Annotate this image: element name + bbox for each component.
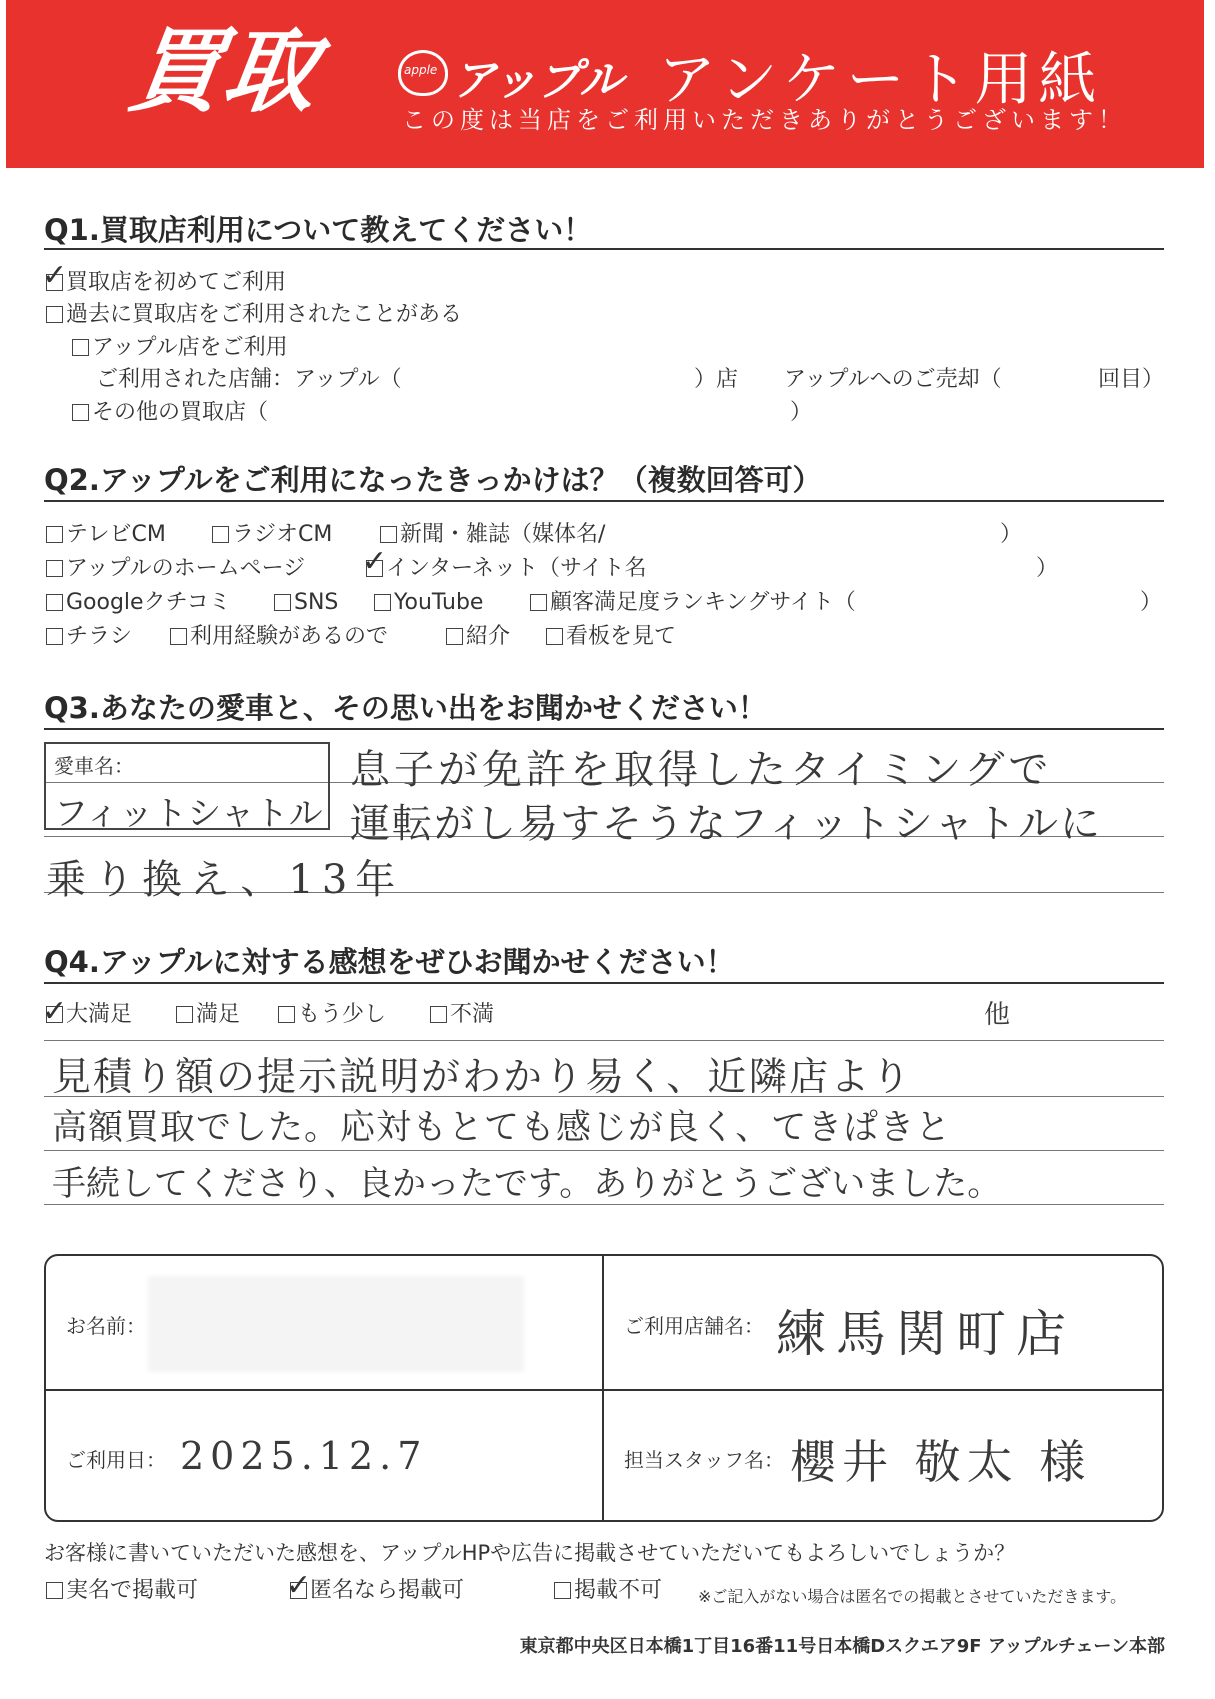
store-label: ご利用店舗名： <box>624 1314 764 1338</box>
form-title: アンケート用紙 <box>658 45 1103 113</box>
q1-sales-suffix: 回目） <box>1098 367 1165 392</box>
q2-title: Q2.アップルをご利用になったきっかけは？（複数回答可） <box>44 463 822 497</box>
q4-line-3 <box>44 1150 1164 1151</box>
q3-rule <box>44 728 1164 730</box>
comment-line-1: 見積り額の提示説明がわかり易く、近隣店より <box>52 1055 913 1100</box>
checkbox-icon <box>554 1582 571 1599</box>
checkbox-icon <box>212 526 229 543</box>
checkbox-icon <box>380 526 397 543</box>
comment-line-3: 手続してくださり、良かったです。ありがとうございました。 <box>52 1164 1002 1204</box>
footer-address: 東京都中央区日本橋1丁目16番11号日本橋Dスクエア9F アップルチェーン本部 <box>519 1636 1165 1657</box>
checkbox-icon <box>430 1006 447 1023</box>
q2-option-tv[interactable]: テレビCM <box>46 522 166 548</box>
brand-name: アップル <box>452 55 624 106</box>
checkbox-icon <box>374 594 391 611</box>
q2-option-experience[interactable]: 利用経験があるので <box>170 624 388 650</box>
q4-option-dissatisfied[interactable]: 不満 <box>430 1002 494 1028</box>
staff-label: 担当スタッフ名： <box>624 1448 784 1472</box>
checkbox-icon <box>446 628 463 645</box>
checkbox-icon <box>274 594 291 611</box>
comment-line-2: 高額買取でした。応対もとても感じが良く、てきぱきと <box>52 1108 952 1148</box>
checkbox-icon <box>278 1006 295 1023</box>
q1-rule <box>44 248 1164 250</box>
check-mark-icon: ✓ <box>42 258 68 293</box>
q1-other-store-option[interactable]: その他の買取店（ <box>72 400 268 426</box>
header-banner <box>6 0 1204 168</box>
memory-line-1: 息子が免許を取得したタイミングで <box>350 747 1053 793</box>
checkbox-icon <box>46 594 63 611</box>
q4-insert-note: 他 <box>984 1000 1011 1030</box>
q1-store-used-label: ご利用された店舗：アップル（ <box>96 367 402 392</box>
q4-rule <box>44 982 1164 984</box>
q2-option-internet[interactable]: インターネット（サイト名 <box>366 556 646 582</box>
q1-used-before-option[interactable]: 過去に買取店をご利用されたことがある <box>46 302 462 328</box>
q1-title: Q1.買取店利用について教えてください！ <box>44 213 593 247</box>
checkbox-icon <box>46 306 63 323</box>
q1-other-close: ） <box>790 400 813 425</box>
checkbox-icon <box>170 628 187 645</box>
q1-store-suffix: ）店 <box>694 367 739 392</box>
q2-option-referral[interactable]: 紹介 <box>446 624 510 650</box>
q2-rule <box>44 500 1164 502</box>
car-name-label: 愛車名： <box>54 754 134 778</box>
q2-option-google[interactable]: Googleクチコミ <box>46 590 231 616</box>
q4-title: Q4.アップルに対する感想をぜひお聞かせください！ <box>44 945 735 979</box>
consent-note: ※ご記入がない場合は匿名での掲載とさせていただきます。 <box>698 1587 1127 1606</box>
q2-option-flyer[interactable]: チラシ <box>46 624 132 650</box>
check-mark-icon: ✓ <box>42 994 68 1029</box>
checkbox-icon <box>546 628 563 645</box>
q2-option-homepage[interactable]: アップルのホームページ <box>46 556 305 582</box>
q1-first-time-option[interactable]: 買取店を初めてご利用 <box>46 270 286 296</box>
checkbox-icon <box>46 560 63 577</box>
staff-value: 櫻井 敬太 様 <box>790 1435 1092 1489</box>
apple-icon-text: apple <box>404 63 438 77</box>
info-horizontal-divider <box>44 1389 1164 1391</box>
name-label: お名前： <box>66 1314 146 1338</box>
apple-icon <box>398 50 448 96</box>
checkbox-icon <box>46 1582 63 1599</box>
checkbox-icon <box>72 339 89 356</box>
q4-option-very-satisfied[interactable]: 大満足 <box>46 1002 132 1028</box>
q2-close-3: ） <box>1140 590 1163 615</box>
consent-anonymous-option[interactable]: 匿名なら掲載可 <box>290 1578 464 1604</box>
q2-close-1: ） <box>1000 522 1023 547</box>
name-field-redacted[interactable] <box>148 1276 524 1372</box>
car-name-value: フィットシャトル <box>54 794 323 834</box>
info-vertical-divider <box>602 1254 604 1522</box>
checkbox-icon <box>72 404 89 421</box>
q2-option-ranking[interactable]: 顧客満足度ランキングサイト（ <box>530 590 856 616</box>
memory-line-2: 運転がし易すそうなフィットシャトルに <box>350 801 1102 847</box>
date-value: 2025.12.7 <box>180 1434 428 1478</box>
q1-sales-label: アップルへのご売却（ <box>784 367 1002 392</box>
q2-option-youtube[interactable]: YouTube <box>374 590 483 616</box>
consent-no-option[interactable]: 掲載不可 <box>554 1578 662 1604</box>
checkbox-icon <box>176 1006 193 1023</box>
q3-title: Q3.あなたの愛車と、その思い出をお聞かせください！ <box>44 691 767 725</box>
date-label: ご利用日： <box>66 1448 166 1472</box>
consent-real-name-option[interactable]: 実名で掲載可 <box>46 1578 198 1604</box>
checkbox-icon <box>46 628 63 645</box>
memory-line-3: 乗り換え、13年 <box>46 857 404 903</box>
q2-option-newspaper[interactable]: 新聞・雑誌（媒体名/ <box>380 522 605 548</box>
q4-line-1 <box>44 1040 1164 1041</box>
check-mark-icon: ✓ <box>286 1568 312 1603</box>
q4-option-somewhat[interactable]: もう少し <box>278 1002 386 1028</box>
check-mark-icon: ✓ <box>362 544 388 579</box>
form-subtitle: この度は当店をご利用いただきありがとうございます！ <box>402 106 1127 134</box>
store-value: 練馬関町店 <box>776 1305 1076 1363</box>
consent-question: お客様に書いていただいた感想を、アップルHPや広告に掲載させていただいてもよろしいでしょうか？ <box>44 1541 1016 1565</box>
checkbox-icon <box>530 594 547 611</box>
q2-option-signboard[interactable]: 看板を見て <box>546 624 676 650</box>
kaitori-logo: 買取 <box>122 18 326 125</box>
q2-option-radio[interactable]: ラジオCM <box>212 522 332 548</box>
q4-option-satisfied[interactable]: 満足 <box>176 1002 240 1028</box>
q2-option-sns[interactable]: SNS <box>274 590 338 616</box>
q2-close-2: ） <box>1036 556 1059 581</box>
q1-apple-store-option[interactable]: アップル店をご利用 <box>72 335 288 361</box>
checkbox-icon <box>46 526 63 543</box>
